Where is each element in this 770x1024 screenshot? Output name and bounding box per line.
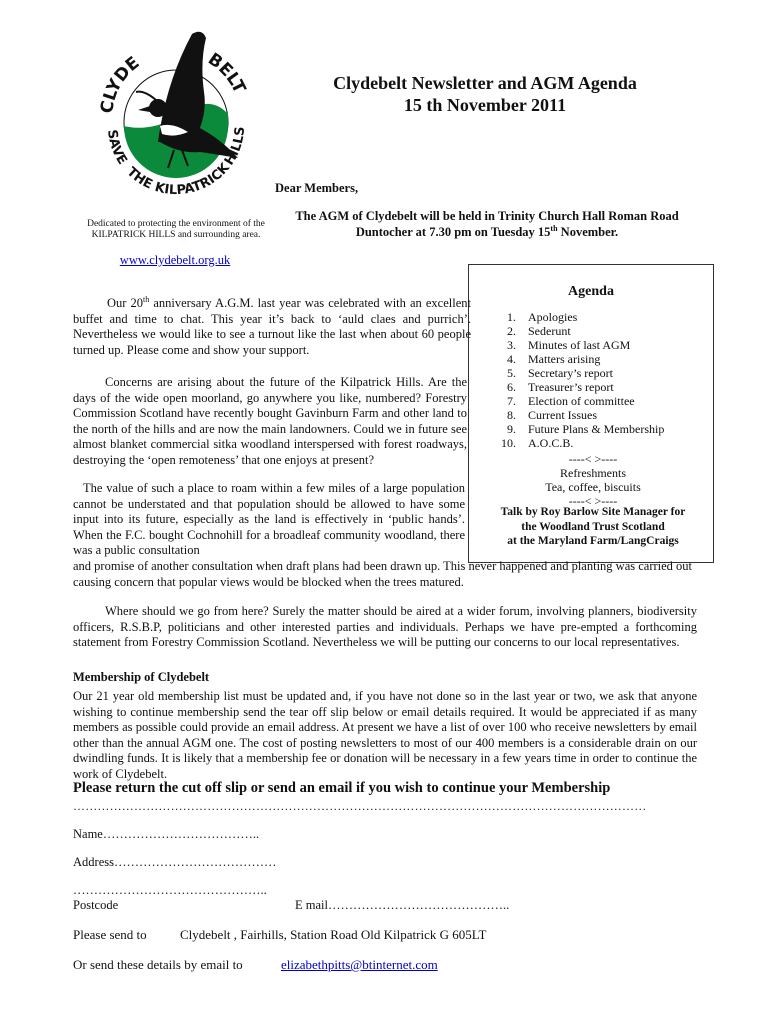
- agenda-item: [482, 394, 710, 408]
- agenda-item-number: 2.: [507, 324, 516, 338]
- paragraph-consultation: and promise of another consultation when draft plans had been drawn up. This never happened and planting was carried out causing concern that popular views would be blocked when the trees matured.: [73, 559, 693, 589]
- logo-arc-kilpatrick: THE KILPATRICK: [123, 160, 233, 199]
- agenda-item-label: Matters arising: [528, 352, 601, 366]
- membership-text: Our 21 year old membership list must be updated and, if you have not done so in the last year or two, we ask that anyone wishing to continue membership send the tear off slip below or email details required. It would be appreciated if as many members as possible could provide an email address. At present we have a list of over 100 who receive newsletters by email other than the annual AGM one. The cost of posting newsletters to most of our 400 members is a considerable drain on our dwindling funds. It is likely that a membership fee or donation will be necessary in a few years time in order to continue the work of Clydebelt.: [73, 689, 697, 781]
- agenda-item-number: 8.: [507, 408, 516, 422]
- send-to-label: Please send to: [73, 927, 147, 942]
- agenda-item-number: 4.: [507, 352, 516, 366]
- agenda-item-number: 9.: [507, 422, 516, 436]
- paragraph-value: [73, 481, 465, 559]
- agenda-item-label: Apologies: [528, 310, 578, 324]
- anniversary-sup: th: [143, 294, 150, 304]
- agenda-item: [482, 324, 710, 338]
- paragraph-anniversary: [73, 296, 471, 358]
- agenda-separator: ----< >----: [568, 452, 618, 466]
- agenda-item-number: 10.: [501, 436, 516, 450]
- title-line-2: 15 th November 2011: [403, 95, 567, 115]
- address-field-continued: ………………………………………..: [73, 883, 267, 897]
- agenda-list: [482, 310, 710, 450]
- postal-address: Clydebelt , Fairhills, Station Road Old Kilpatrick G 605LT: [180, 927, 487, 942]
- agenda-item-number: 1.: [507, 310, 516, 324]
- next-steps-text: Where should we go from here? Surely the matter should be aired at a wider forum, involving planners, biodiversity officers, R.S.B.P, politicians and other interested parties and individuals. Perhaps we have pre-empted a forthcoming statement from Forestry Commission Scotland. Nevertheless we will be putting our concerns to our local representatives.: [73, 604, 697, 650]
- email-instruction: Or send these details by email to: [73, 957, 243, 972]
- logo-arc-save: SAVE: [104, 128, 130, 168]
- anniversary-rest: anniversary A.G.M. last year was celebrated with an excellent buffet and time to chat. This year it’s back to ‘auld claes and purrich’. Nevertheless we would like to see a turnout like the last when about 60 people turned up. Please come and show your support.: [73, 296, 471, 357]
- concerns-text: Concerns are arising about the future of the Kilpatrick Hills. Are the days of the wide open moorland, go anywhere you like, numbered? Forestry Commission Scotland have recently bought Gavinburn Farm and other land to the north of the hills and are now the main landowners. Could we in future see almost blanket commercial sitka woodland interspersed with forest roadways, destroying the ‘open remoteness’ that one enjoys at present?: [73, 375, 467, 467]
- contact-email-link[interactable]: elizabethpitts@btinternet.com: [281, 957, 438, 972]
- return-slip-heading: Please return the cut off slip or send an email if you wish to continue your Membership: [73, 780, 611, 796]
- agenda-refreshments: [478, 452, 708, 508]
- greeting: Dear Members,: [275, 181, 359, 195]
- agm-notice-sup: th: [550, 223, 558, 233]
- logo-arc-hills: HILLS: [221, 125, 249, 169]
- agm-notice-end: November.: [557, 225, 619, 239]
- membership-heading: Membership of Clydebelt: [73, 670, 210, 684]
- agenda-separator: ----< >----: [568, 494, 618, 508]
- talk-line-2: the Woodland Trust Scotland: [521, 520, 665, 533]
- agenda-item-label: Current Issues: [528, 408, 597, 422]
- value-text: The value of such a place to roam within a few miles of a large population cannot be understated and that population should be allowed to have some input into its future, especially as the land is effectively in ‘public hands’. When the F.C. bought Cochnohill for a broadleaf community woodland, there was a public consultation: [73, 481, 465, 558]
- refreshments-label: Refreshments: [560, 466, 626, 480]
- agenda-item-label: Future Plans & Membership: [528, 422, 665, 436]
- agenda-item-number: 5.: [507, 366, 516, 380]
- agenda-item: [482, 352, 710, 366]
- agenda-item-number: 3.: [507, 338, 516, 352]
- cut-line: ……………………………………………………………………………………………………………………………: [73, 799, 647, 813]
- anniversary-start: Our 20: [107, 296, 144, 310]
- agm-notice: [268, 208, 706, 240]
- agenda-item: [482, 338, 710, 352]
- agenda-item-label: Treasurer’s report: [528, 380, 614, 394]
- agenda-title: Agenda: [568, 284, 614, 299]
- agenda-talk: [478, 505, 708, 549]
- agenda-item-label: Secretary’s report: [528, 366, 613, 380]
- agenda-item-label: A.O.C.B.: [528, 436, 574, 450]
- refreshments-detail: Tea, coffee, biscuits: [545, 480, 641, 494]
- title-line-1: Clydebelt Newsletter and AGM Agenda: [333, 73, 637, 93]
- talk-line-3: at the Maryland Farm/LangCraigs: [507, 535, 679, 547]
- agenda-item: [482, 310, 710, 324]
- clydebelt-logo: [88, 22, 264, 212]
- talk-line-1: Talk by Roy Barlow Site Manager for: [500, 506, 686, 518]
- website-link[interactable]: www.clydebelt.org.uk: [119, 253, 231, 267]
- agenda-item-label: Sederunt: [528, 324, 571, 338]
- name-field: Name………………………………..: [73, 827, 260, 841]
- logo-arc-clyde: CLYDE: [97, 52, 144, 115]
- paragraph-concerns: [73, 375, 467, 469]
- agenda-item: [482, 436, 710, 450]
- lapwing-emblem-icon: [88, 22, 264, 212]
- agenda-item-number: 7.: [507, 394, 516, 408]
- agenda-item-label: Minutes of last AGM: [528, 338, 631, 352]
- agenda-item: [482, 380, 710, 394]
- agenda-item: [482, 422, 710, 436]
- address-field: Address…………………………………: [73, 855, 277, 869]
- logo-arc-belt: BELT: [204, 49, 250, 97]
- agenda-item-number: 6.: [507, 380, 516, 394]
- agm-notice-text: The AGM of Clydebelt will be held in Trinity Church Hall Roman Road Duntocher at 7.30 pm on Tuesday 15: [295, 209, 679, 239]
- paragraph-next-steps: [73, 604, 697, 651]
- agenda-item: [482, 366, 710, 380]
- logo-tagline: Dedicated to protecting the environment of the KILPATRICK HILLS and surrounding area.: [87, 219, 265, 240]
- page-title: [275, 72, 695, 116]
- email-field: E mail……………………………………..: [295, 898, 510, 912]
- postcode-field: Postcode: [73, 898, 119, 912]
- agenda-item: [482, 408, 710, 422]
- agenda-item-label: Election of committee: [528, 394, 635, 408]
